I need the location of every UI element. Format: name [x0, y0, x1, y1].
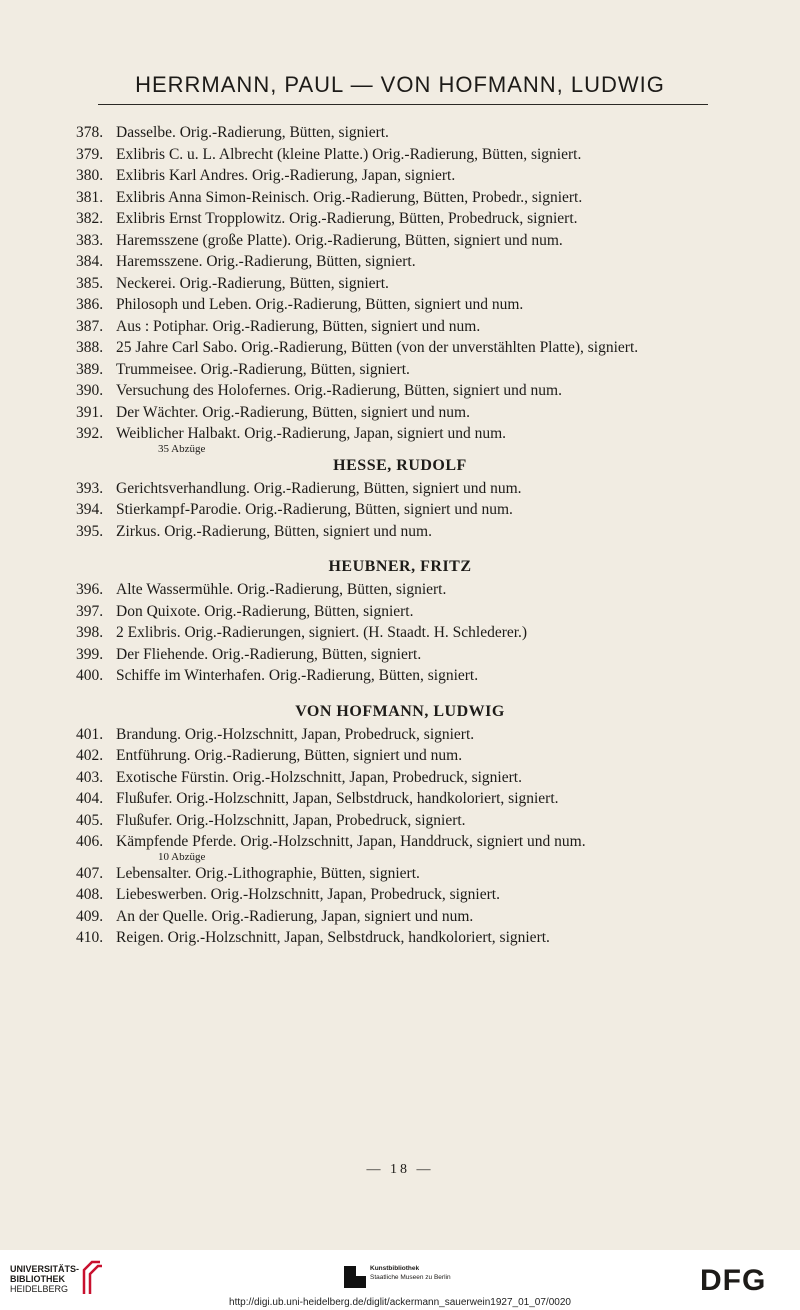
catalog-entry — [0, 316, 800, 338]
catalog-entry — [0, 906, 800, 928]
entry-description: Der Wächter. Orig.-Radierung, Bütten, signiert und num. — [116, 403, 470, 421]
entry-number: 410. — [76, 929, 104, 946]
entry-number: 403. — [76, 768, 104, 786]
entry-description: Haremsszene. Orig.-Radierung, Bütten, signiert. — [116, 253, 416, 270]
entry-number: 409. — [76, 907, 104, 925]
entry-number: 380. — [76, 167, 104, 184]
entry-description: Philosoph und Leben. Orig.-Radierung, Bütten, signiert und num. — [116, 296, 524, 313]
entry-description: Lebensalter. Orig.-Lithographie, Bütten, signiert. — [116, 864, 420, 882]
catalog-entry — [0, 359, 800, 381]
entry-description: Schiffe im Winterhafen. Orig.-Radierung, Bütten, signiert. — [116, 667, 479, 684]
catalog-entry — [0, 863, 800, 885]
entry-description: Exlibris Ernst Tropplowitz. Orig.-Radierung, Bütten, Probedruck, signiert. — [116, 210, 578, 227]
entry-number: 382. — [76, 210, 104, 227]
entry-description: Weiblicher Halbakt. Orig.-Radierung, Japan, signiert und num. — [116, 425, 507, 442]
catalog-entry — [0, 767, 800, 789]
catalog-entry — [0, 251, 800, 273]
entry-number: 385. — [76, 274, 104, 292]
catalog-entry — [0, 294, 800, 316]
entry-description: Aus : Potiphar. Orig.-Radierung, Bütten, signiert und num. — [116, 317, 481, 335]
entry-description: Gerichtsverhandlung. Orig.-Radierung, Bütten, signiert und num. — [116, 479, 522, 497]
entry-number: 395. — [76, 522, 104, 540]
entry-description: Exlibris Karl Andres. Orig.-Radierung, Japan, signiert. — [116, 167, 456, 184]
edition-note: 10 Abzüge — [158, 850, 206, 863]
entry-number: 389. — [76, 360, 104, 378]
catalog-entry — [0, 788, 800, 810]
catalog-entry — [0, 665, 800, 687]
entry-description: Zirkus. Orig.-Radierung, Bütten, signiert und num. — [116, 522, 432, 540]
entry-number: 388. — [76, 339, 104, 356]
entry-description: 25 Jahre Carl Sabo. Orig.-Radierung, Bütten (von der unverstählten Platte), signiert. — [116, 339, 639, 356]
entry-description: Entführung. Orig.-Radierung, Bütten, signiert und num. — [116, 747, 463, 764]
catalog-entry — [0, 478, 800, 500]
entry-number: 401. — [76, 725, 104, 743]
entry-group-hofmann — [0, 724, 800, 949]
catalog-entry — [0, 273, 800, 295]
catalog-entry — [0, 144, 800, 166]
entry-description: Neckerei. Orig.-Radierung, Bütten, signiert. — [116, 274, 389, 292]
entry-description: Exotische Fürstin. Orig.-Holzschnitt, Japan, Probedruck, signiert. — [116, 768, 522, 786]
kunstbibliothek-logo-icon — [342, 1262, 368, 1290]
catalog-entry — [0, 745, 800, 767]
catalog-entry — [0, 208, 800, 230]
catalog-entry — [0, 499, 800, 521]
header-rule — [98, 104, 708, 105]
entry-number: 386. — [76, 296, 104, 313]
entry-description: Flußufer. Orig.-Holzschnitt, Japan, Probedruck, signiert. — [116, 811, 466, 829]
entry-description: Liebeswerben. Orig.-Holzschnitt, Japan, Probedruck, signiert. — [116, 886, 500, 903]
entry-description: Der Fliehende. Orig.-Radierung, Bütten, signiert. — [116, 645, 422, 663]
entry-number: 390. — [76, 382, 104, 399]
catalog-entry — [0, 810, 800, 832]
running-head: HERRMANN, PAUL — VON HOFMANN, LUDWIG — [135, 72, 665, 97]
catalog-entry — [0, 579, 800, 601]
scan-footer — [0, 1250, 800, 1310]
entry-description: Dasselbe. Orig.-Radierung, Bütten, signiert. — [116, 124, 389, 141]
entry-number: 391. — [76, 403, 104, 421]
section-heading-hofmann: VON HOFMANN, LUDWIG — [295, 702, 505, 720]
catalog-entry — [0, 402, 800, 424]
catalog-entries — [0, 122, 800, 949]
entry-number: 396. — [76, 581, 104, 598]
entry-group-herrmann — [0, 122, 800, 455]
catalog-entry — [0, 831, 800, 863]
source-url[interactable]: http://digi.ub.uni-heidelberg.de/diglit/ackermann_sauerwein1927_01_07/0020 — [229, 1297, 571, 1308]
entry-description: An der Quelle. Orig.-Radierung, Japan, signiert und num. — [116, 907, 474, 925]
dfg-logo: DFG — [700, 1264, 767, 1297]
entry-number: 378. — [76, 124, 104, 141]
entry-number: 405. — [76, 811, 104, 829]
entry-number: 404. — [76, 790, 104, 807]
entry-number: 402. — [76, 747, 104, 764]
entry-number: 392. — [76, 425, 104, 442]
entry-description: Trummeisee. Orig.-Radierung, Bütten, signiert. — [116, 360, 410, 378]
entry-number: 379. — [76, 145, 104, 163]
entry-number: 398. — [76, 624, 104, 641]
entry-description: Kämpfende Pferde. Orig.-Holzschnitt, Japan, Handdruck, signiert und num. — [116, 833, 586, 850]
entry-number: 394. — [76, 501, 104, 518]
entry-number: 399. — [76, 645, 104, 663]
catalog-entry — [0, 122, 800, 144]
entry-description: Exlibris C. u. L. Albrecht (kleine Platte.) Orig.-Radierung, Bütten, signiert. — [116, 145, 582, 163]
entry-number: 393. — [76, 479, 104, 497]
edition-note: 35 Abzüge — [158, 442, 206, 455]
university-logo-icon — [80, 1258, 104, 1298]
catalog-entry — [0, 644, 800, 666]
catalog-entry — [0, 423, 800, 455]
catalog-entry — [0, 601, 800, 623]
entry-description: Stierkampf-Parodie. Orig.-Radierung, Bütten, signiert und num. — [116, 501, 513, 518]
entry-description: Versuchung des Holofernes. Orig.-Radierung, Bütten, signiert und num. — [116, 382, 562, 399]
kunstbibliothek-label: Kunstbibliothek Staatliche Museen zu Berlin — [370, 1265, 451, 1281]
section-heading-hesse: HESSE, RUDOLF — [333, 456, 467, 474]
entry-description: Brandung. Orig.-Holzschnitt, Japan, Probedruck, signiert. — [116, 725, 475, 743]
entry-number: 400. — [76, 667, 104, 684]
entry-description: Haremsszene (große Platte). Orig.-Radierung, Bütten, signiert und num. — [116, 231, 563, 249]
entry-number: 406. — [76, 833, 104, 850]
entry-description: Flußufer. Orig.-Holzschnitt, Japan, Selbstdruck, handkoloriert, signiert. — [116, 790, 559, 807]
entry-number: 407. — [76, 864, 104, 882]
catalog-entry — [0, 165, 800, 187]
entry-group-hesse — [0, 478, 800, 543]
catalog-entry — [0, 380, 800, 402]
section-heading-heubner: HEUBNER, FRITZ — [328, 558, 472, 575]
catalog-entry — [0, 884, 800, 906]
catalog-entry — [0, 521, 800, 543]
catalog-entry — [0, 337, 800, 359]
page-number: — 18 — — [366, 1162, 434, 1177]
catalog-entry — [0, 724, 800, 746]
entry-number: 408. — [76, 886, 104, 903]
university-library-label: UNIVERSITÄTS- BIBLIOTHEK HEIDELBERG — [10, 1264, 80, 1294]
entry-number: 384. — [76, 253, 104, 270]
entry-number: 397. — [76, 602, 104, 620]
entry-description: Reigen. Orig.-Holzschnitt, Japan, Selbstdruck, handkoloriert, signiert. — [116, 929, 550, 946]
entry-description: Exlibris Anna Simon-Reinisch. Orig.-Radierung, Bütten, Probedr., signiert. — [116, 188, 583, 206]
catalog-entry — [0, 187, 800, 209]
entry-description: 2 Exlibris. Orig.-Radierungen, signiert. (H. Staadt. H. Schlederer.) — [116, 624, 528, 641]
entry-number: 387. — [76, 317, 104, 335]
entry-number: 383. — [76, 231, 104, 249]
entry-group-heubner — [0, 579, 800, 687]
catalog-entry — [0, 230, 800, 252]
entry-number: 381. — [76, 188, 104, 206]
entry-description: Don Quixote. Orig.-Radierung, Bütten, signiert. — [116, 602, 414, 620]
catalog-entry — [0, 622, 800, 644]
catalog-entry — [0, 927, 800, 949]
entry-description: Alte Wassermühle. Orig.-Radierung, Bütten, signiert. — [116, 581, 447, 598]
